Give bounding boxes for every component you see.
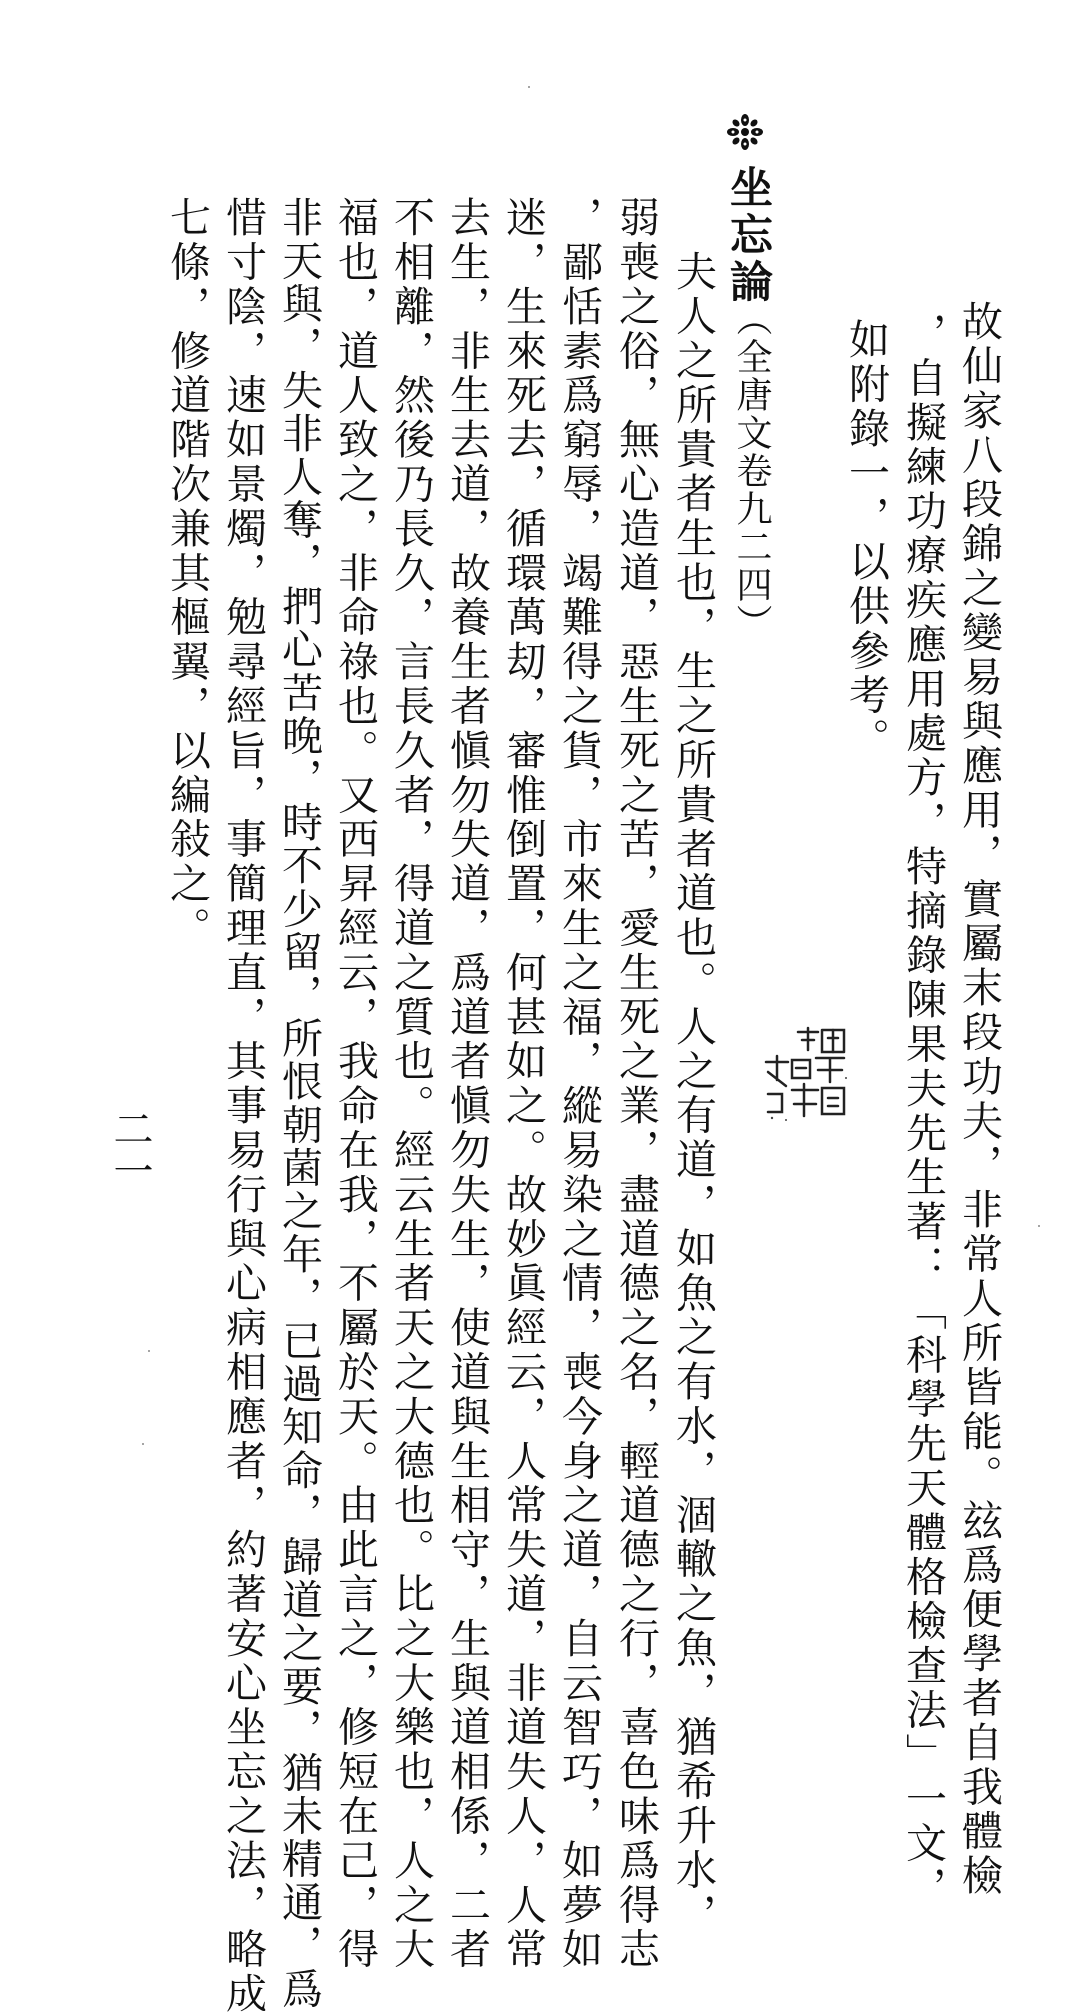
body-line-7: 福也，道人致之，非命祿也。又西昇經云，我命在我，不屬於天。由此言之，修短在己，得: [331, 196, 379, 1972]
body-line-10: 七條，修道階次兼其樞翼，以編敍之。: [163, 196, 211, 951]
section-source: （全唐文卷九二四）: [731, 300, 772, 642]
body-line-8: 非天與，失非人奪，捫心苦晚，時不少留，所恨朝菌之年，已過知命，歸道之要，猶未精通，爲: [275, 196, 323, 2011]
section-title: 坐忘論: [723, 165, 773, 306]
body-line-9: 惜寸陰，速如景燭，勉尋經旨，事簡理直，其事易行與心病相應者，約著安心坐忘之法，略成: [219, 196, 267, 2016]
floral-ornament-icon: [726, 113, 764, 151]
red-seal-stamp-icon: [758, 1020, 852, 1124]
intro-line-2: ，自擬練功療疾應用處方，特摘錄陳果夫先生著：「科學先天體格檢查法」一文，: [899, 312, 947, 1911]
body-line-6: 不相離，然後乃長久，言長久者，得道之質也。經云生者天之大德也。比之大樂也，人之大: [387, 196, 435, 1972]
intro-line-3: 如附錄一，以供參考。: [842, 318, 890, 762]
body-line-4: 迷，生來死去，循環萬刧，審惟倒置，何甚如之。故妙眞經云，人常失道，非道失人，人常: [499, 196, 547, 1972]
page-number: 二一: [107, 1108, 153, 1192]
scan-speck: [1038, 1225, 1040, 1227]
body-line-5: 去生，非生去道，故養生者愼勿失道，爲道者愼勿失生，使道與生相守，生與道相係，二者: [443, 196, 491, 1972]
intro-line-1: 故仙家八段錦之變易與應用，實屬末段功夫，非常人所皆能。玆爲便學者自我體檢: [955, 300, 1003, 1899]
scan-speck: [528, 86, 530, 88]
body-line-3: ，鄙恬素爲窮辱，竭難得之貨，市來生之福，縱易染之情，喪今身之道，自云智巧，如夢如: [555, 196, 603, 1972]
scan-speck: [148, 1350, 150, 1352]
scan-speck: [142, 1443, 144, 1445]
body-line-2: 弱喪之俗，無心造道，惡生死之苦，愛生死之業，盡道德之名，輕道德之行，喜色味爲得志: [612, 196, 660, 1972]
body-line-1: 夫人之所貴者生也，生之所貴者道也。人之有道，如魚之有水，涸轍之魚，猶希升水，: [669, 250, 717, 1938]
